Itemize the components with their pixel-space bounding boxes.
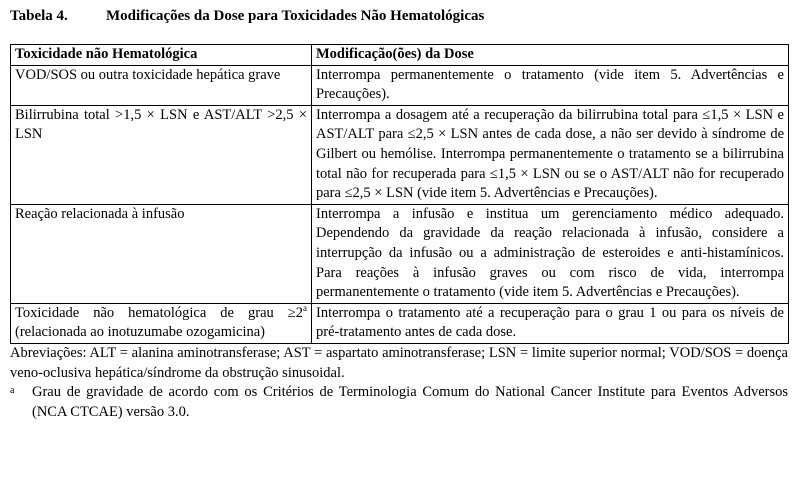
modification-cell: Interrompa a dosagem até a recuperação da bilirrubina total para ≤1,5 × LSN e AST/ALT para ≤2,5 × LSN antes de cada dose, a não ser devido à síndrome de Gilbert ou hemólise. Interrompa permanentemente o tratamento se a bilirrubina total não for recuperada para ≤1,5 × LSN ou se o AST/ALT não for recuperado para ≤2,5 × LSN (vide item 5. Advertências e Precauções).	[312, 105, 789, 204]
abbreviations-note: Abreviações: ALT = alanina aminotransferase; AST = aspartato aminotransferase; LSN = limite superior normal; VOD/SOS = doença veno-oclusiva hepática/síndrome da obstrução sinusoidal.	[10, 344, 788, 381]
column-header-modification: Modificação(ões) da Dose	[312, 45, 789, 66]
table-header-row	[11, 45, 789, 66]
dose-modification-table	[10, 44, 789, 344]
toxicity-cell: VOD/SOS ou outra toxicidade hepática grave	[11, 65, 312, 105]
toxicity-cell: Bilirrubina total >1,5 × LSN e AST/ALT >2,5 × LSN	[11, 105, 312, 204]
table-row	[11, 303, 789, 343]
table-row	[11, 105, 789, 204]
footnote-mark: a	[10, 385, 15, 397]
table-title: Modificações da Dose para Toxicidades Não Hematológicas	[106, 8, 485, 24]
column-header-toxicity: Toxicidade não Hematológica	[11, 45, 312, 66]
table-number: Tabela 4.	[10, 8, 68, 24]
toxicity-text: Toxicidade não hematológica de grau ≥2	[15, 304, 303, 321]
table-caption	[10, 6, 788, 26]
table-row	[11, 65, 789, 105]
modification-cell: Interrompa o tratamento até a recuperação para o grau 1 ou para os níveis de pré-tratamento antes de cada dose.	[312, 303, 789, 343]
footnote-text: Grau de gravidade de acordo com os Critérios de Terminologia Comum do National Cancer Institute para Eventos Adversos (NCA CTCAE) versão 3.0.	[32, 384, 788, 420]
table-row	[11, 204, 789, 303]
toxicity-cell	[11, 303, 312, 343]
toxicity-cell: Reação relacionada à infusão	[11, 204, 312, 303]
table-footnotes	[10, 344, 788, 422]
document	[10, 6, 788, 422]
modification-cell: Interrompa a infusão e institua um gerenciamento médico adequado. Dependendo da gravidade da reação relacionada à infusão, considere a interrupção da infusão ou a administração de esteroides e anti-histamínicos. Para reações à infusão graves ou com risco de vida, interrompa permanentemente o tratamento (vide item 5. Advertências e Precauções).	[312, 204, 789, 303]
toxicity-text-qualifier: (relacionada ao inotuzumabe ozogamicina)	[15, 324, 266, 341]
footnote-marker: a	[303, 302, 307, 313]
modification-cell: Interrompa permanentemente o tratamento (vide item 5. Advertências e Precauções).	[312, 65, 789, 105]
grade-footnote	[10, 383, 788, 422]
